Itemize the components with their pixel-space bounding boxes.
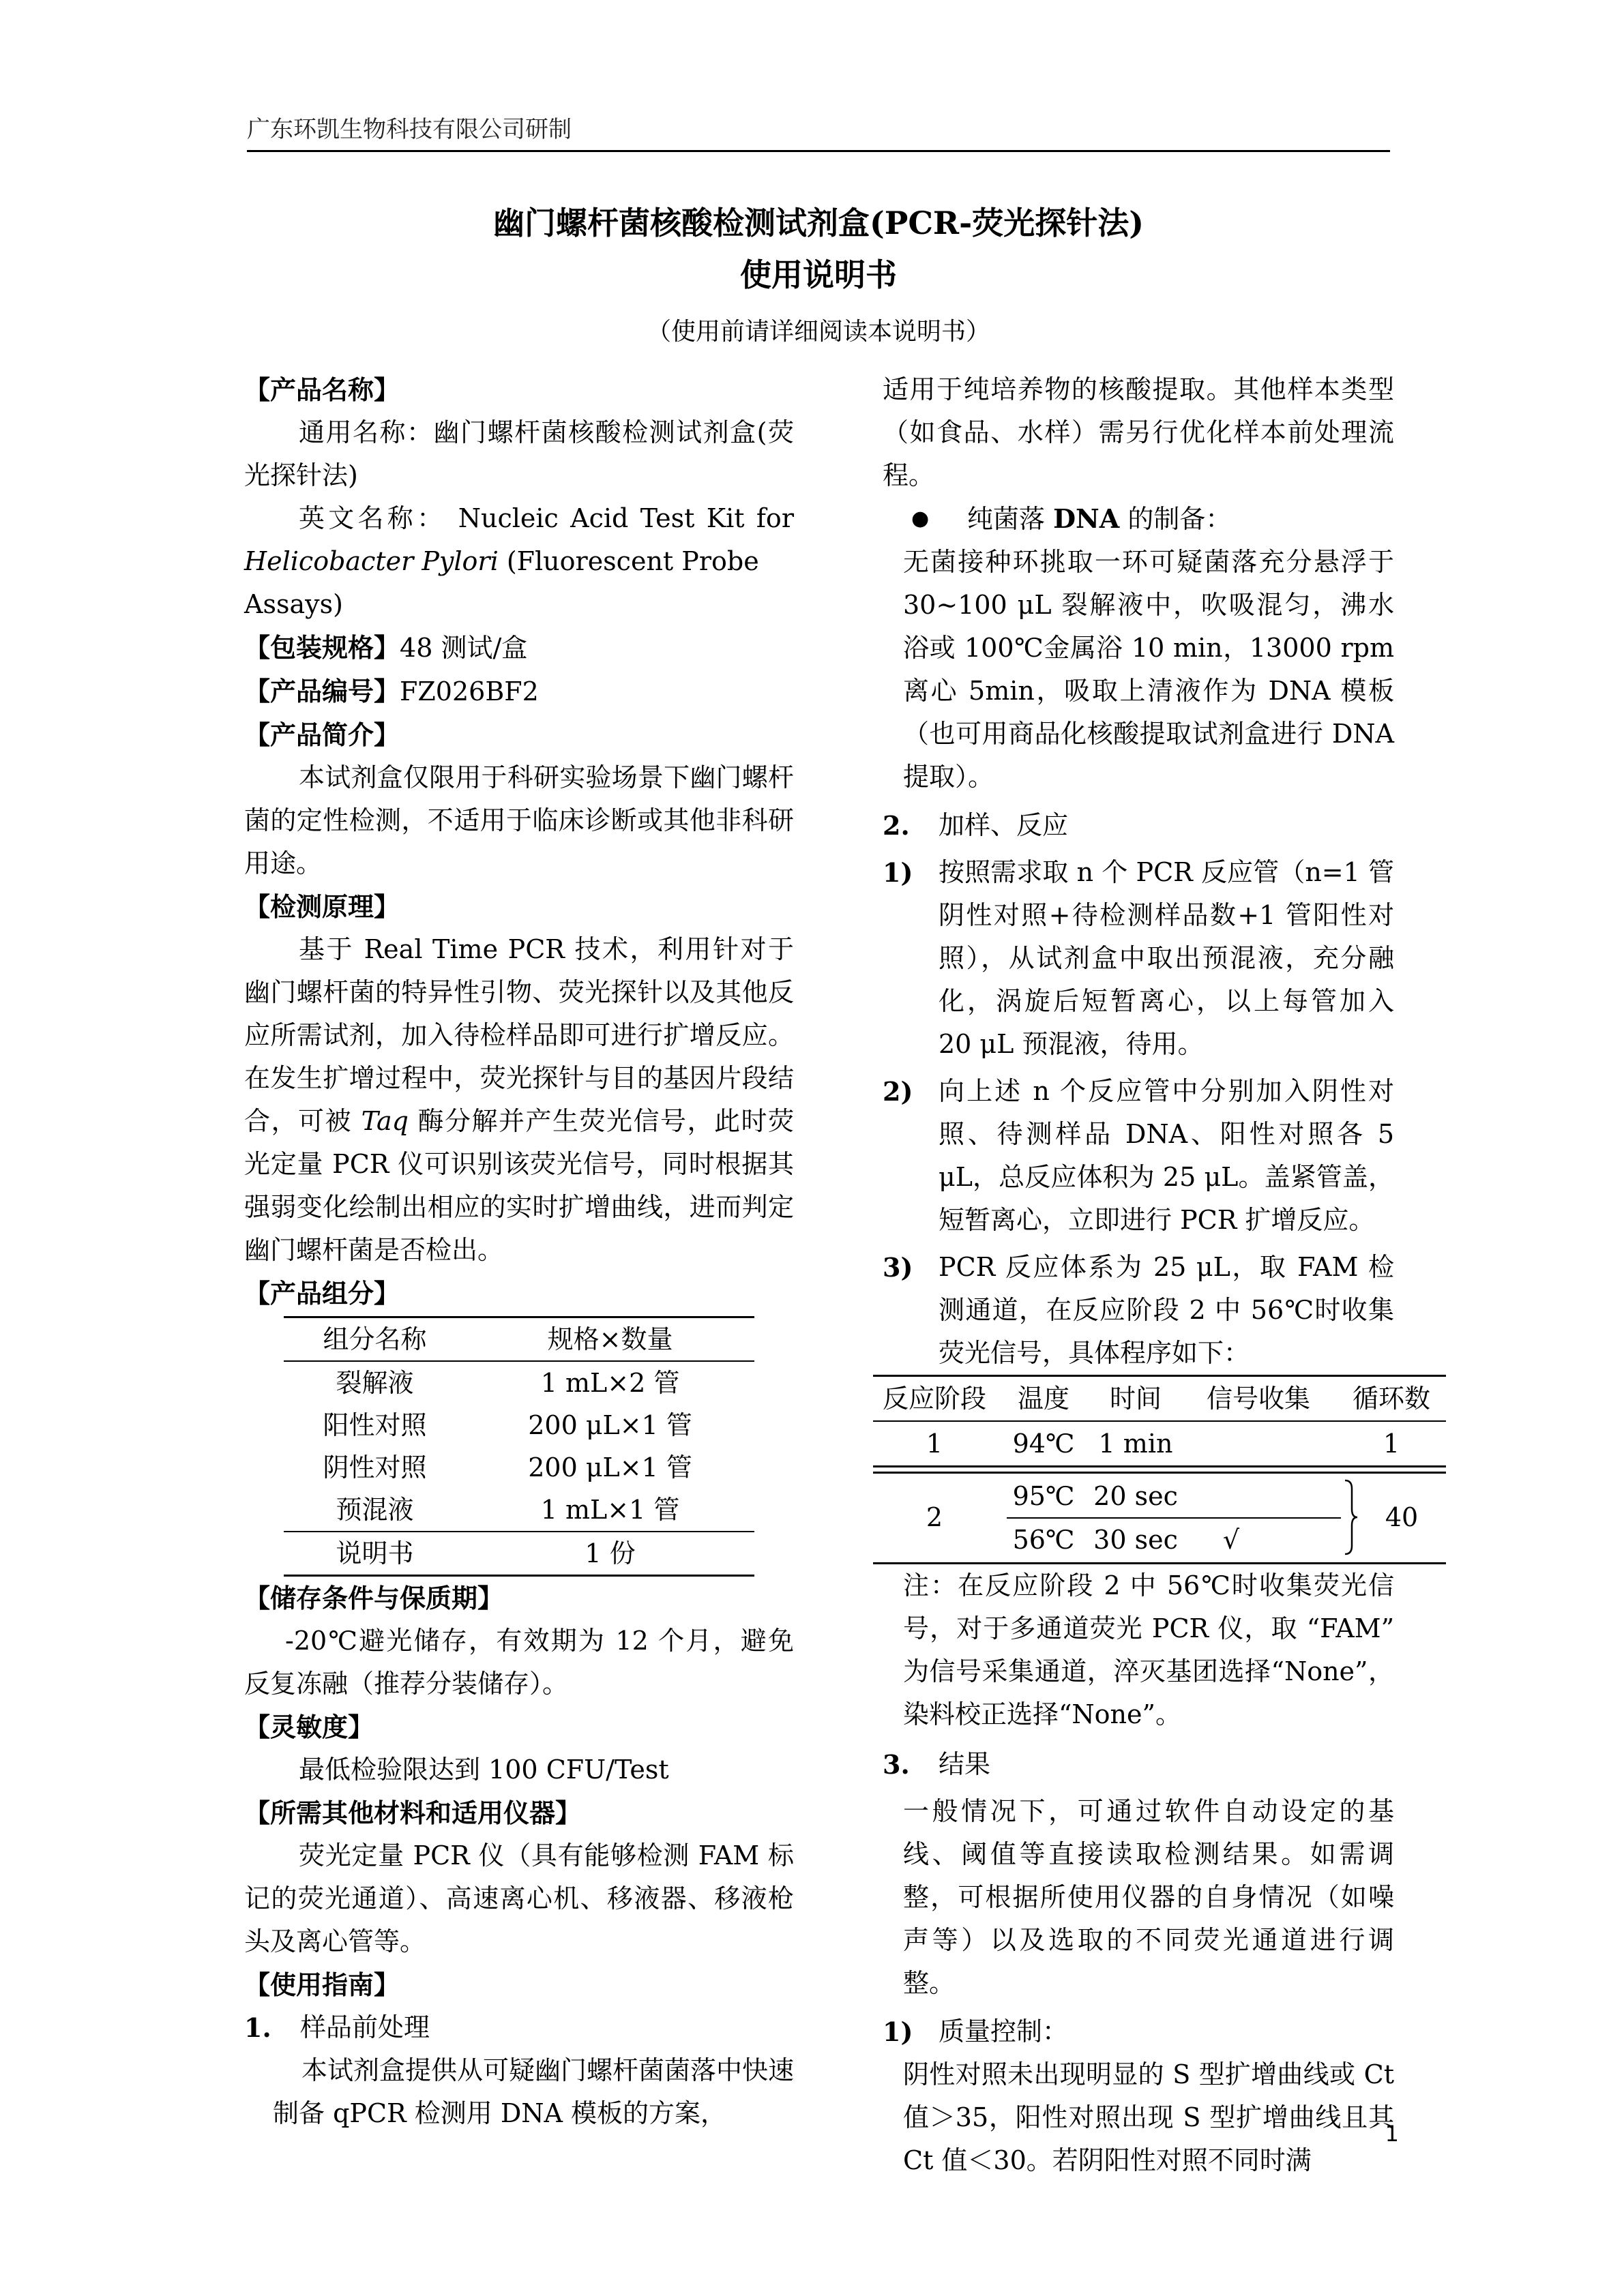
component-name: 预混液 xyxy=(336,1495,414,1525)
step-title: 样品前处理 xyxy=(300,2012,430,2042)
time-cell: 20 sec xyxy=(1093,1481,1178,1511)
list-item xyxy=(883,1246,1394,1375)
document-title: 幽门螺杆菌核酸检测试剂盒(PCR-荧光探针法) xyxy=(492,205,1145,241)
item-text: PCR 反应体系为 25 μL，取 FAM 检测通道，在反应阶段 2 中 56℃时收集荧光信号，具体程序如下： xyxy=(939,1252,1394,1368)
step-title: 加样、反应 xyxy=(939,810,1069,840)
materials-text: 荧光定量 PCR 仪（具有能够检测 FAM 标记的荧光通道）、高速离心机、移液器、移液枪头及离心管等。 xyxy=(244,1840,794,1956)
section-heading-package: 【包装规格】 xyxy=(244,632,400,663)
component-name: 说明书 xyxy=(336,1538,414,1568)
section-heading-components: 【产品组分】 xyxy=(244,1278,400,1309)
table-row xyxy=(284,1446,754,1489)
english-name-label: 英文名称： xyxy=(299,503,447,533)
program-note: 注：在反应阶段 2 中 56℃时收集荧光信号，对于多通道荧光 PCR 仪，取 “FAM” 为信号采集通道，淬灭基团选择“None”，染料校正选择“None”。 xyxy=(903,1570,1394,1729)
table-row xyxy=(284,1489,754,1532)
item-number: 3) xyxy=(883,1252,913,1283)
pcr-program-table xyxy=(873,1375,1446,1564)
code-value: FZ026BF2 xyxy=(400,676,539,706)
right-column xyxy=(882,368,1430,2182)
left-column xyxy=(244,368,794,2135)
package-value: 48 测试/盒 xyxy=(400,633,528,663)
section-heading-materials: 【所需其他材料和适用仪器】 xyxy=(244,1798,582,1828)
item-number: 1) xyxy=(883,857,913,888)
components-header-spec: 规格×数量 xyxy=(547,1324,673,1354)
document-subtitle: 使用说明书 xyxy=(740,256,897,293)
section-heading-storage: 【储存条件与保质期】 xyxy=(244,1583,504,1613)
sensitivity-text: 最低检验限达到 100 CFU/Test xyxy=(299,1755,669,1785)
component-name: 阳性对照 xyxy=(323,1410,427,1440)
step-1-text: 本试剂盒提供从可疑幽门螺杆菌菌落中快速制备 qPCR 检测用 DNA 模板的方案， xyxy=(273,2055,795,2128)
step-3-heading xyxy=(883,1743,1394,1786)
table-header-row xyxy=(873,1375,1446,1422)
item-text: 按照需求取 n 个 PCR 反应管（n=1 管阴性对照+待检测样品数+1 管阳性对照），从试剂盒中取出预混液，充分融化，涡旋后短暂离心，以上每管加入 20 μL 预混液，待用。 xyxy=(939,857,1394,1059)
cycles-cell: 1 xyxy=(1383,1428,1400,1459)
continued-text: 适用于纯培养物的核酸提取。其他样本类型（如食品、水样）需另行优化样本前处理流程。 xyxy=(883,374,1394,490)
step-1-heading xyxy=(244,2006,794,2049)
bullet-title-b: DNA xyxy=(1053,503,1120,534)
components-table xyxy=(284,1316,754,1577)
bullet-title-c: 的制备： xyxy=(1119,504,1232,534)
principle-text-a: 基于 Real Time PCR 技术，利用针对于幽门螺杆菌的特异性引物、荧光探针以及其他反应所需试剂，加入待检样品即可进行扩增反应。在发生扩增过程中，荧光探针与目的基因片段结合，可被 xyxy=(244,934,794,1136)
time-cell: 1 min xyxy=(1098,1428,1173,1459)
header-stage: 反应阶段 xyxy=(882,1383,986,1414)
stage-cell: 1 xyxy=(926,1428,943,1459)
list-item xyxy=(883,1070,1394,1242)
product-code xyxy=(244,670,794,713)
components-header-name: 组分名称 xyxy=(323,1324,427,1354)
component-name: 阴性对照 xyxy=(323,1452,427,1482)
list-item xyxy=(883,851,1394,1066)
principle-text-italic: Taq xyxy=(361,1106,409,1136)
english-name xyxy=(244,497,794,540)
component-spec: 1 mL×1 管 xyxy=(540,1495,680,1525)
package-spec xyxy=(244,626,794,670)
section-heading-product-name: 【产品名称】 xyxy=(244,374,400,405)
temperature-cell: 56℃ xyxy=(1012,1525,1075,1555)
section-heading-code: 【产品编号】 xyxy=(244,676,400,706)
table-row xyxy=(873,1422,1446,1467)
bullet-icon: ● xyxy=(911,507,930,531)
section-heading-guide: 【使用指南】 xyxy=(244,1969,400,2000)
header-rule xyxy=(247,150,1390,152)
header-time: 时间 xyxy=(1109,1383,1162,1414)
section-heading-principle: 【检测原理】 xyxy=(244,891,400,922)
stage-cell: 2 xyxy=(926,1502,943,1532)
bullet-item xyxy=(883,497,1394,541)
principle-text-b: 酶分解并产生荧光信号，此时荧光定量 PCR 仪可识别该荧光信号，同时根据其强弱变化绘制出相应的实时扩增曲线，进而判定幽门螺杆菌是否检出。 xyxy=(244,1106,794,1265)
component-spec: 200 μL×1 管 xyxy=(528,1452,692,1482)
component-name: 裂解液 xyxy=(336,1368,414,1398)
step-number: 2. xyxy=(883,810,910,841)
item-number: 1) xyxy=(883,2016,913,2047)
table-row-stage-2 xyxy=(873,1472,1446,1564)
english-name-cont xyxy=(244,540,794,626)
step-number: 3. xyxy=(883,1749,910,1780)
component-spec: 1 mL×2 管 xyxy=(540,1368,680,1398)
brace-icon xyxy=(1344,1479,1357,1555)
component-spec: 200 μL×1 管 xyxy=(528,1410,692,1440)
qc-text: 阴性对照未出现明显的 S 型扩增曲线或 Ct 值＞35，阳性对照出现 S 型扩增曲线且其 Ct 值＜30。若阴阳性对照不同时满 xyxy=(903,2059,1394,2175)
table-row xyxy=(284,1404,754,1446)
qc-heading xyxy=(883,2010,1394,2053)
intro-text: 本试剂盒仅限用于科研实验场景下幽门螺杆菌的定性检测，不适用于临床诊断或其他非科研用途。 xyxy=(244,762,794,878)
step-title: 结果 xyxy=(939,1749,991,1779)
table-row xyxy=(284,1361,754,1404)
item-text: 向上述 n 个反应管中分别加入阴性对照、待测样品 DNA、阳性对照各 5 μL，总反应体积为 25 μL。盖紧管盖，短暂离心，立即进行 PCR 扩增反应。 xyxy=(939,1076,1394,1235)
storage-text: -20℃避光储存，有效期为 12 个月，避免反复冻融（推荐分装储存）。 xyxy=(244,1626,794,1699)
time-cell: 30 sec xyxy=(1093,1525,1178,1555)
qc-title: 质量控制： xyxy=(939,2016,1069,2046)
page-header: 广东环凯生物科技有限公司研制 xyxy=(247,116,572,143)
table-row xyxy=(284,1532,754,1576)
english-name-a: Nucleic Acid Test Kit for xyxy=(458,503,794,533)
signal-cell: √ xyxy=(1222,1525,1240,1555)
bullet-title-a: 纯菌落 xyxy=(967,504,1054,534)
cycles-cell: 40 xyxy=(1385,1502,1419,1532)
english-name-b: (Fluorescent Probe Assays) xyxy=(244,546,759,619)
english-name-italic: Helicobacter Pylori xyxy=(244,546,499,576)
section-heading-intro: 【产品简介】 xyxy=(244,719,400,750)
generic-name: 通用名称：幽门螺杆菌核酸检测试剂盒(荧光探针法) xyxy=(244,417,794,490)
step-number: 1. xyxy=(244,2012,271,2043)
section-heading-sensitivity: 【灵敏度】 xyxy=(244,1712,374,1742)
item-number: 2) xyxy=(883,1076,913,1107)
bullet-text: 无菌接种环挑取一环可疑菌落充分悬浮于 30~100 μL 裂解液中，吹吸混匀，沸水浴或 100℃金属浴 10 min，13000 rpm 离心 5min，吸取上清液作为 DNA 模板（也可用商品化核酸提取试剂盒进行 DNA 提取）。 xyxy=(903,547,1394,792)
principle-text xyxy=(244,928,794,1272)
header-signal: 信号收集 xyxy=(1206,1383,1310,1414)
step-2-heading xyxy=(883,804,1394,847)
header-temperature: 温度 xyxy=(1017,1383,1069,1414)
reading-note: （使用前请详细阅读本说明书） xyxy=(646,318,990,346)
component-spec: 1 份 xyxy=(585,1538,636,1568)
header-cycles: 循环数 xyxy=(1352,1383,1430,1414)
page-number: 1 xyxy=(1385,2121,1399,2147)
temperature-cell: 95℃ xyxy=(1012,1481,1075,1511)
bullet-title xyxy=(967,497,1231,541)
temperature-cell: 94℃ xyxy=(1012,1428,1075,1459)
step-3-text: 一般情况下，可通过软件自动设定的基线、阈值等直接读取检测结果。如需调整，可根据所使用仪器的自身情况（如噪声等）以及选取的不同荧光通道进行调整。 xyxy=(903,1796,1394,1998)
